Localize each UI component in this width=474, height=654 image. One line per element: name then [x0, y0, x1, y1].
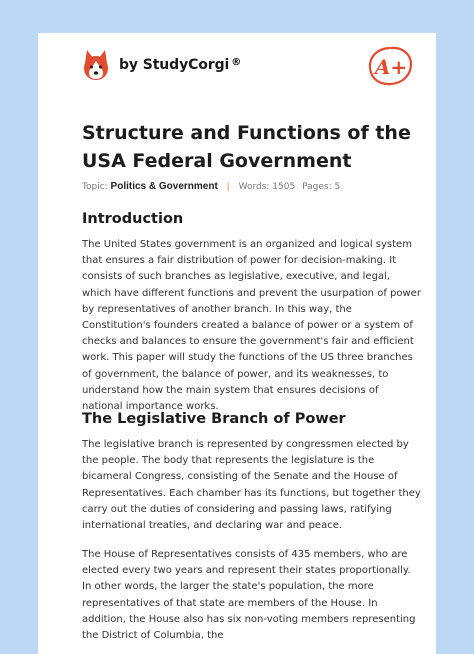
grade-a-plus-icon	[366, 43, 416, 89]
brand-name: by StudyCorgi	[119, 57, 230, 73]
grade-text: A+	[374, 55, 408, 79]
registered-mark: ®	[231, 56, 242, 68]
section-heading: The Legislative Branch of Power	[82, 411, 346, 427]
section-heading: Introduction	[82, 211, 184, 227]
document-title: Structure and Functions of the USA Federal Government	[82, 122, 411, 172]
corgi-logo-icon	[82, 49, 110, 81]
topic-label: Topic:	[82, 182, 108, 192]
paragraph: The legislative branch is represented by congressmen elected by the people. The body that represents the legislature is the bicameral Congress, consisting of the Senate and the House of Representatives. Each chamber has its functions, but together they carry out the duties of considering and passing laws, ratifying international treaties, and declaring war and peace.	[82, 439, 421, 532]
paragraph: The United States government is an organized and logical system that ensures a fair distribution of power for decision-making. It consists of such branches as legislative, executive, and legal, which have different functions and prevent the usurpation of power by representatives of another branch. In this way, the Constitution's founders created a balance of power or a system of checks and balances to ensure the government's fair and efficient work. This paper will study the functions of the US three branches of government, the balance of power, and its weaknesses, to understand how the main system that ensures decisions of national importance works.	[82, 239, 421, 413]
brand-logo[interactable]	[82, 49, 241, 81]
page-count: Pages: 5	[302, 182, 341, 192]
word-count: Words: 1505	[238, 182, 296, 192]
meta-separator: |	[226, 182, 230, 192]
document-page	[38, 33, 436, 654]
paragraph: The House of Representatives consists of 435 members, who are elected every two years and represent their states proportionally. In other words, the larger the state's population, the more representatives of that state are members of the House. In addition, the House also has six non-voting members representing the District of Columbia, the	[82, 549, 416, 642]
document-meta	[82, 181, 340, 192]
topic-link[interactable]: Politics & Government	[110, 181, 218, 192]
